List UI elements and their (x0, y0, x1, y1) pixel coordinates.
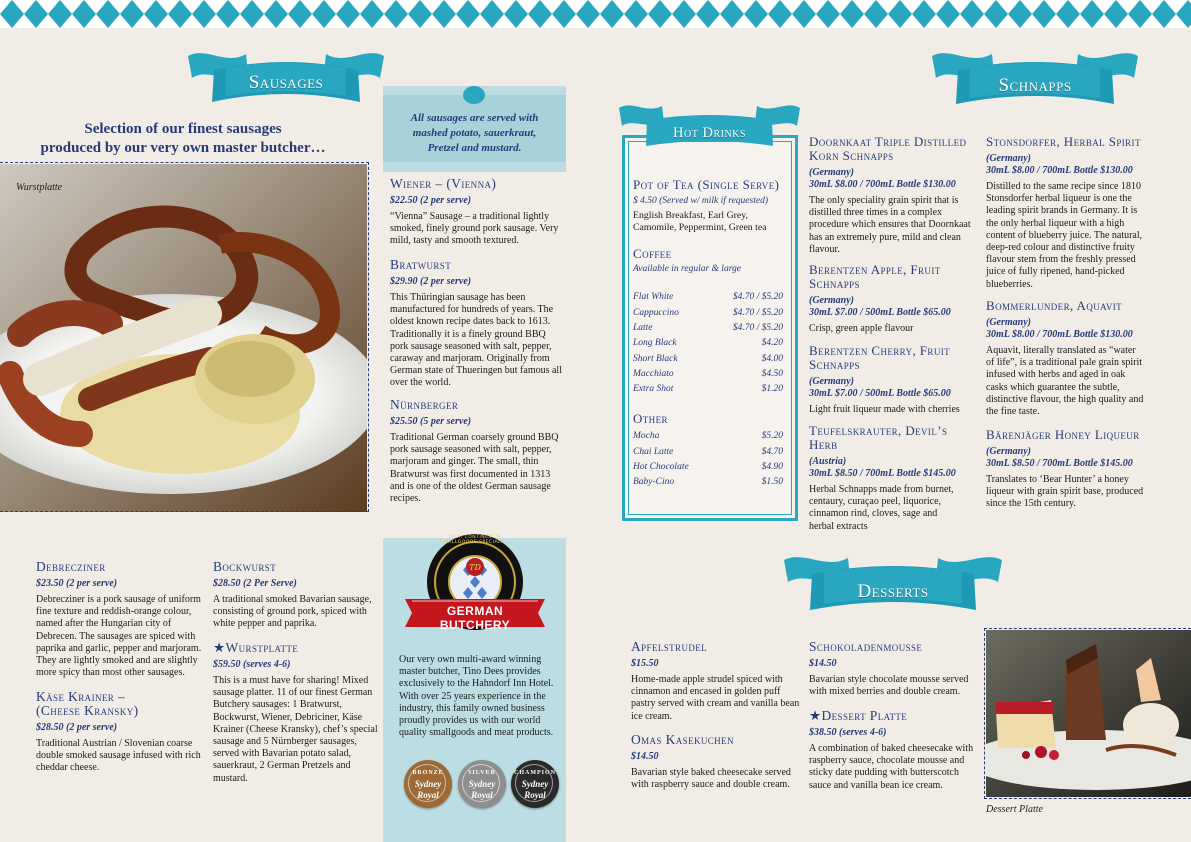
item-origin: (Germany) (809, 295, 854, 306)
item-desc: Distilled to the same recipe since 1810 Stonsdorfer herbal liqueur is one the leading spirit brands in Germany. It is the only herbal liqueur with a high content of blueberry juice. The natural, deep-red colour and distinctive fruity flavour stem from the freshly pressed juice of fully ripened, hand-picked blueberries. (986, 181, 1143, 290)
list-item: Cappuccino $4.70 / $5.20 (633, 307, 783, 318)
item-name: Bärenjäger Honey Liqueur (986, 427, 1140, 442)
tea-heading: Pot of Tea (Single Serve) (633, 177, 780, 192)
item-name: Bockwurst (213, 559, 277, 574)
schnapps-item-berentzen-cherry (809, 344, 979, 416)
item-price: $14.50 (809, 658, 837, 669)
item-price: $23.50 (2 per serve) (36, 578, 118, 589)
item-name: Stonsdorfer, Herbal Spirit (986, 134, 1141, 149)
list-item: Latte $4.70 / $5.20 (633, 323, 783, 333)
other-list (633, 429, 783, 490)
item-name: ★Dessert Platte (809, 708, 908, 723)
list-item: Chai Latte $4.70 (633, 446, 783, 457)
item-desc: Home-made apple strudel spiced with cinnamon and encased in golden puff pastry served with cream and vanilla bean ice cream. (631, 674, 800, 722)
item-name: Schokoladenmousse (809, 639, 923, 654)
list-item: Short Black $4.00 (633, 353, 783, 364)
item-price: $14.50 (631, 751, 659, 762)
dessert-item-schokoladenmousse (809, 640, 979, 698)
medal-bronze: BRONZE Sydney Royal (404, 760, 452, 808)
list-item: Macchiato $4.50 (633, 368, 783, 379)
sausages-intro-line-1: Selection of our finest sausages (84, 121, 282, 137)
butchery-desc: Our very own multi-award winning master butcher, Tino Dees provides exclusively to the Hahndorf Inn Hotel. With over 25 years experience in the industry, this family owned business proudly provides us with our world quality smallgoods and meat products. (399, 654, 554, 739)
item-price: $38.50 (serves 4-6) (809, 727, 887, 738)
item-price: $28.50 (2 per serve) (36, 722, 118, 733)
item-price: $28.50 (2 Per Serve) (213, 578, 297, 589)
coffee-sub: Available in regular & large (633, 264, 742, 275)
sausages-note (383, 95, 566, 162)
item-desc: Bavarian style baked cheesecake served with raspberry sauce and double cream. (631, 767, 791, 791)
dessert-item-apfelstrudel (631, 640, 803, 723)
item-price: 30mL $7.00 / 500mL Bottle $65.00 (809, 388, 951, 399)
item-price: 30mL $8.00 / 700mL Bottle $130.00 (986, 329, 1133, 340)
medal-champion: CHAMPION Sydney Royal (511, 760, 559, 808)
schnapps-banner (930, 44, 1140, 114)
item-price: $22.50 (2 per serve) (390, 195, 472, 206)
item-name: Bratwurst (390, 257, 452, 272)
item-desc: A combination of baked cheesecake with raspberry sauce, chocolate mousse and sticky date pudding with butterscotch sauce and vanilla bean ice cream. (809, 743, 974, 791)
sausage-item-bratwurst (390, 258, 566, 390)
item-name: Apfelstrudel (631, 639, 708, 654)
schnapps-item-teufelskrauter (809, 424, 979, 533)
logo-ring-text: YOUR CONTINENTAL SMALLGOODS SPECIALIST (440, 535, 510, 545)
item-price: 30mL $8.50 / 700mL Bottle $145.00 (809, 468, 956, 479)
hot-drinks-banner-title: Hot Drinks (673, 125, 746, 141)
item-desc: Herbal Schnapps made from burnet, centaury, curaçao peel, liquorice, cinnamon rind, cloves, sage and herbal extracts (809, 484, 954, 532)
item-desc: “Vienna” Sausage – a traditional lightly smoked, finely ground pork sausage. Very mild, tasty and smooth textured. (390, 211, 559, 247)
sausages-note-text: All sausages are served with mashed potato, sauerkraut, Pretzel and mustard. (410, 112, 539, 154)
item-price: 30mL $7.00 / 500mL Bottle $65.00 (809, 307, 951, 318)
hot-drinks-banner (617, 100, 802, 155)
item-price: $59.50 (serves 4-6) (213, 659, 291, 670)
item-desc: Translates to ‘Bear Hunter’ a honey liqueur with grain spirit base, produced since the 15th century. (986, 474, 1144, 510)
photo-frame-border (0, 162, 369, 512)
sausages-banner (186, 44, 386, 114)
schnapps-item-berentzen-apple (809, 263, 979, 335)
item-name: Berentzen Apple, Fruit Schnapps (809, 262, 941, 291)
dessert-platte-caption: Dessert Platte (986, 804, 1043, 815)
sausage-item-bockwurst (213, 560, 378, 631)
dessert-photo-frame (984, 628, 1191, 799)
bavarian-diamond-border (0, 0, 1191, 42)
item-name: ★Wurstplatte (213, 640, 299, 655)
dessert-item-dessert-platte (809, 709, 979, 792)
item-origin: (Germany) (986, 317, 1031, 328)
german-butchery-logo (400, 527, 550, 645)
sausage-item-debrecziner (36, 560, 208, 679)
list-item: Extra Shot $1.20 (633, 384, 783, 395)
sausages-intro (30, 120, 336, 158)
list-item: Long Black $4.20 (633, 338, 783, 349)
sausages-banner-title: Sausages (248, 72, 324, 93)
item-desc: This Thüringian sausage has been manufactured for hundreds of years. The oldest known recipe dates back to 1613. Traditionally it is a finely ground BBQ pork sausage seasoned with salt, pepper, caraway and marjoram. Originally from German state of Thueringen but famous all over the world. (390, 292, 562, 389)
item-desc: Traditional German coarsely ground BBQ pork sausage seasoned with salt, pepper, marjoram and ginger. The small, thin Bratwurst was first documented in 1313 and is one of the oldest German sausage recipes. (390, 432, 559, 505)
item-name: Wiener – (Vienna) (390, 176, 497, 191)
item-origin: (Germany) (986, 153, 1031, 164)
sausages-intro-line-2: produced by our very own master butcher… (40, 140, 326, 156)
schnapps-item-doornkaat (809, 135, 979, 256)
other-heading: Other (633, 411, 668, 427)
hot-drinks-menu (633, 177, 783, 491)
svg-text:TD: TD (469, 563, 481, 572)
item-name: Nürnberger (390, 397, 459, 412)
item-price: $15.50 (631, 658, 659, 669)
item-desc: The only speciality grain spirit that is distilled three times in a complex procedure which ensures that Doornkaat has an extremely pure, mild and clean flavour. (809, 195, 971, 255)
coffee-list (633, 290, 783, 397)
item-name: Debrecziner (36, 559, 106, 574)
tea-desc: English Breakfast, Earl Grey, Camomile, Peppermint, Green tea (633, 210, 767, 234)
item-name: Bommerlunder, Aquavit (986, 298, 1123, 313)
item-name: Käse Krainer – (Cheese Kransky) (36, 689, 139, 718)
item-origin: (Germany) (809, 376, 854, 387)
item-price: 30mL $8.00 / 700mL Bottle $130.00 (809, 179, 956, 190)
tea-price: $ 4.50 (Served w/ milk if requested) (633, 196, 768, 206)
item-desc: Crisp, green apple flavour (809, 323, 914, 334)
item-origin: (Germany) (986, 446, 1031, 457)
item-name: Doornkaat Triple Distilled Korn Schnapps (809, 134, 967, 163)
schnapps-item-stonsdorfer (986, 135, 1146, 291)
sausage-item-wurstplatte (213, 641, 378, 785)
item-desc: A traditional smoked Bavarian sausage, consisting of ground pork, spiced with white pepper and paprika. (213, 594, 372, 630)
schnapps-banner-title: Schnapps (998, 75, 1072, 96)
desserts-banner (782, 548, 1004, 620)
item-name: Omas Kasekuchen (631, 732, 734, 747)
item-desc: Traditional Austrian / Slovenian coarse double smoked sausage infused with rich cheddar cheese. (36, 738, 201, 774)
item-price: 30mL $8.50 / 700mL Bottle $145.00 (986, 458, 1133, 469)
item-name: Berentzen Cherry, Fruit Schnapps (809, 343, 951, 372)
sausage-item-wiener (390, 177, 566, 248)
medal-silver: SILVER Sydney Royal (458, 760, 506, 808)
logo-ribbon-text: GERMAN BUTCHERY (439, 604, 511, 632)
item-origin: (Austria) (809, 456, 847, 467)
schnapps-item-bommerlunder (986, 299, 1146, 418)
schnapps-item-barenjager (986, 428, 1146, 511)
sausage-item-nurnberger (390, 398, 566, 505)
wurstplatte-caption: Wurstplatte (16, 182, 63, 193)
item-origin: (Germany) (809, 167, 854, 178)
item-desc: Light fruit liqueur made with cherries (809, 404, 960, 415)
item-desc: This is a must have for sharing! Mixed sausage platter. 11 of our finest German Butchery sausages: 1 Bratwurst, Bockwurst, Wiener, Debriciner, Käse Krainer (Cheese Kransky), chef’s special sausage and 5 Nürnberger sausages, served with Bavarian potato salad, sauerkraut, 2 German Pretzels and mustard. (213, 675, 378, 784)
item-desc: Aquavit, literally translated as “water of life”, is a traditional pale grain spirit infused with herbs and aged in oak casks which guarantee the subtle, distinctive flavour, the high quality and the fine taste. (986, 345, 1144, 418)
desserts-banner-title: Desserts (857, 581, 929, 602)
item-name: Teufelskrauter, Devil’s Herb (809, 423, 948, 452)
list-item: Hot Chocolate $4.90 (633, 462, 783, 473)
sausage-item-kase-krainer (36, 690, 208, 775)
item-desc: Bavarian style chocolate mousse served with mixed berries and double cream. (809, 674, 969, 698)
dessert-item-omas-kasekuchen (631, 733, 803, 791)
item-price: 30mL $8.00 / 700mL Bottle $130.00 (986, 165, 1133, 176)
list-item: Baby-Cino $1.50 (633, 477, 783, 488)
list-item: Mocha $5.20 (633, 431, 783, 442)
item-price: $25.50 (5 per serve) (390, 416, 472, 427)
item-price: $29.90 (2 per serve) (390, 276, 472, 287)
item-desc: Debrecziner is a pork sausage of uniform fine texture and reddish-orange colour, named after the Hungarian city of Debrecen. The sausages are spiced with paprika and garlic, pepper and marjoram. They are lightly smoked and are slightly more spicy than most other sausages. (36, 594, 202, 679)
note-badge-icon (463, 86, 485, 104)
list-item: Flat White $4.70 / $5.20 (633, 292, 783, 303)
coffee-heading: Coffee (633, 246, 672, 262)
